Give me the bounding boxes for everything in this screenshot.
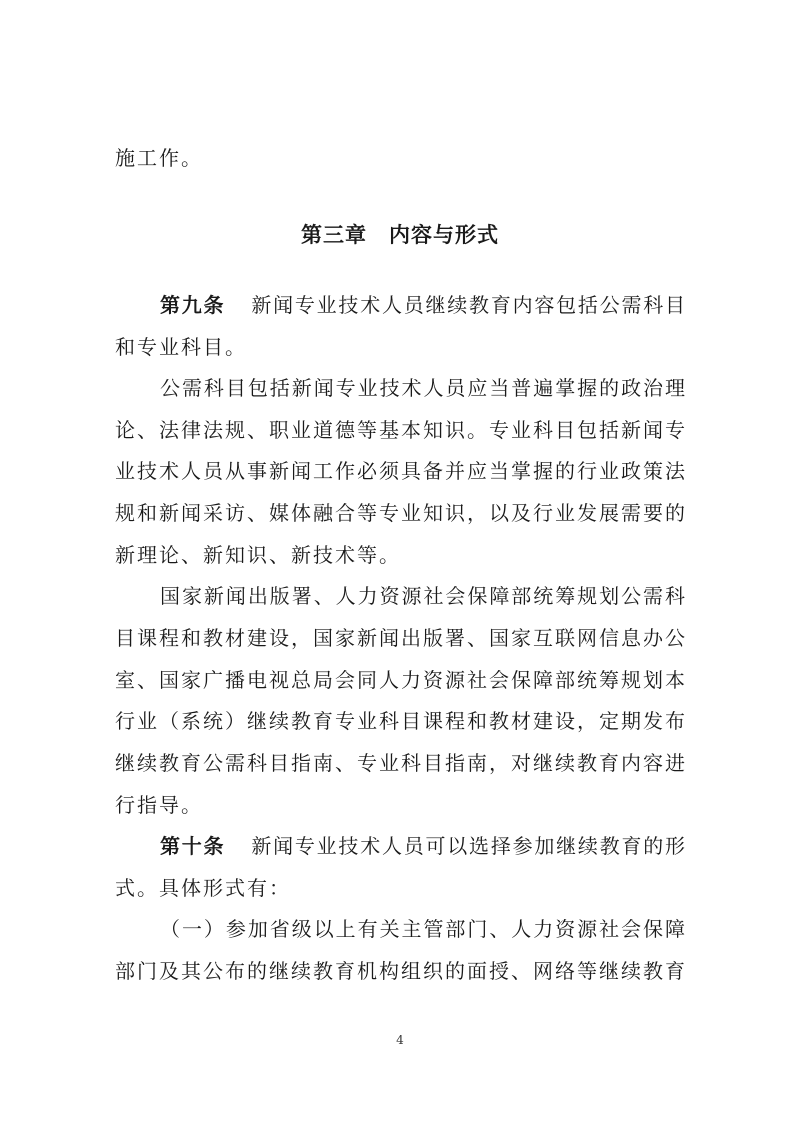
page-number: 4 xyxy=(396,1033,404,1047)
paragraph-line: 行业（系统）继续教育专业科目课程和教材建设，定期发布 xyxy=(115,709,685,733)
paragraph-line: 目课程和教材建设，国家新闻出版署、国家互联网信息办公 xyxy=(115,626,685,650)
article-10-text: 新闻专业技术人员可以选择参加继续教育的形 xyxy=(251,834,686,858)
article-10-first-line xyxy=(160,832,685,860)
paragraph-line: 论、法律法规、职业道德等基本知识。专业科目包括新闻专 xyxy=(115,418,685,442)
article-9-first-line xyxy=(160,291,685,319)
paragraph-line: 国家新闻出版署、人力资源社会保障部统筹规划公需科 xyxy=(160,584,685,608)
chapter-heading: 第三章 内容与形式 xyxy=(301,223,499,247)
article-10-label: 第十条 xyxy=(160,834,226,858)
paragraph-line: 行指导。 xyxy=(115,793,203,817)
paragraph-line: 室、国家广播电视总局会同人力资源社会保障部统筹规划本 xyxy=(115,668,685,692)
paragraph-line: 新理论、新知识、新技术等。 xyxy=(115,543,401,567)
article-9-label: 第九条 xyxy=(160,293,226,317)
paragraph-line: 规和新闻采访、媒体融合等专业知识，以及行业发展需要的 xyxy=(115,501,685,525)
article-10-line: 式。具体形式有： xyxy=(115,876,291,900)
paragraph-line: 公需科目包括新闻专业技术人员应当普遍掌握的政治理 xyxy=(160,376,685,400)
list-item-line: （一）参加省级以上有关主管部门、人力资源社会保障 xyxy=(160,917,685,941)
article-9-line: 和专业科目。 xyxy=(115,335,247,359)
continuation-line: 施工作。 xyxy=(115,146,203,170)
list-item-line: 部门及其公布的继续教育机构组织的面授、网络等继续教育 xyxy=(115,959,685,983)
article-9-text: 新闻专业技术人员继续教育内容包括公需科目 xyxy=(251,293,686,317)
paragraph-line: 继续教育公需科目指南、专业科目指南，对继续教育内容进 xyxy=(115,751,685,775)
paragraph-line: 业技术人员从事新闻工作必须具备并应当掌握的行业政策法 xyxy=(115,459,685,483)
